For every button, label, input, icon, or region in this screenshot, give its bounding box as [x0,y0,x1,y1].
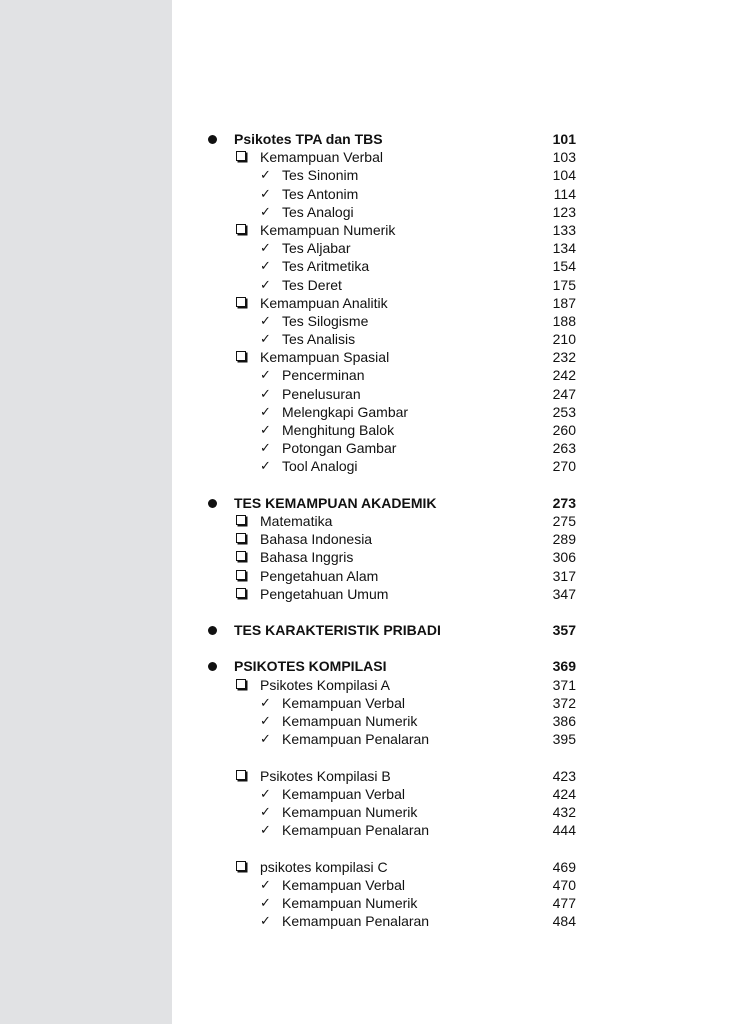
toc-page-number: 371 [552,676,576,693]
toc-page-number: 347 [552,585,576,602]
toc-entry-check[interactable] [172,803,751,821]
checkmark-icon: ✓ [260,713,271,728]
toc-page-number: 114 [553,185,576,202]
toc-page-number: 477 [552,894,576,911]
checkmark-icon: ✓ [260,785,271,801]
checkmark-icon: ✓ [260,203,271,219]
toc-entry-title: Kemampuan Numerik [260,221,396,238]
checkmark-icon: ✓ [260,167,271,183]
toc-entry-check[interactable] [172,421,751,439]
checkmark-icon: ✓ [260,458,271,474]
checkmark-icon: ✓ [260,258,271,274]
checkbox-square-icon [236,533,246,543]
toc-entry-check[interactable] [172,166,751,184]
checkbox-square-icon [236,151,246,161]
toc-entry-check[interactable] [172,694,751,712]
toc-page-number: 484 [552,913,576,930]
toc-entry-title: Kemampuan Verbal [260,149,383,166]
checkmark-icon: ✓ [260,731,271,747]
toc-spacer [172,476,751,494]
toc-entry-title: Kemampuan Verbal [282,785,405,802]
toc-page-number: 275 [552,512,576,529]
toc-entry-check[interactable] [172,712,751,730]
toc-page-number: 270 [552,458,576,475]
toc-entry-title: Matematika [260,512,333,529]
toc-page-number: 444 [552,822,576,839]
toc-page-number: 424 [552,785,576,802]
toc-entry-title: TES KEMAMPUAN AKADEMIK [234,494,437,511]
checkmark-icon: ✓ [260,367,271,383]
toc-page-number: 247 [552,385,576,402]
checkmark-icon: ✓ [260,822,271,838]
toc-entry-check[interactable] [172,912,751,930]
toc-entry-check[interactable] [172,403,751,421]
toc-page-number: 123 [552,203,576,220]
toc-entry-box[interactable] [172,676,751,694]
toc-entry-check[interactable] [172,457,751,475]
toc-entry-title: Psikotes Kompilasi B [260,767,391,784]
toc-entry-title: Tes Antonim [282,185,359,202]
toc-entry-bullet[interactable] [172,130,751,148]
toc-entry-title: Tes Sinonim [282,167,359,184]
toc-entry-box[interactable] [172,148,751,166]
toc-entry-check[interactable] [172,257,751,275]
toc-entry-title: Tes Analisis [282,331,356,348]
toc-entry-title: PSIKOTES KOMPILASI [234,658,387,675]
checkbox-square-icon [236,551,246,561]
checkbox-square-icon [236,515,246,525]
toc-entry-box[interactable] [172,548,751,566]
toc-entry-check[interactable] [172,185,751,203]
toc-page-number: 134 [552,240,576,257]
toc-page-number: 357 [552,622,576,639]
toc-entry-title: Tes Silogisme [282,312,369,329]
toc-page-number: 423 [552,767,576,784]
toc-page-number: 187 [552,294,576,311]
toc-entry-check[interactable] [172,366,751,384]
checkmark-icon: ✓ [260,694,271,710]
toc-entry-check[interactable] [172,330,751,348]
toc-entry-title: Melengkapi Gambar [282,403,409,420]
bullet-icon [208,662,217,671]
checkbox-square-icon [236,770,246,780]
toc-entry-title: Kemampuan Verbal [282,876,405,893]
toc-page-number: 386 [552,713,576,729]
toc-page-number: 133 [552,221,576,238]
checkmark-icon: ✓ [260,422,271,437]
toc-entry-box[interactable] [172,767,751,785]
toc-entry-title: psikotes kompilasi C [260,858,388,875]
toc-page-number: 175 [552,276,576,293]
toc-page-number: 317 [552,567,576,584]
toc-page-number: 263 [552,440,576,457]
toc-entry-title: Bahasa Indonesia [260,531,373,548]
toc-entry-check[interactable] [172,439,751,457]
checkmark-icon: ✓ [260,240,271,256]
checkmark-icon: ✓ [260,331,271,347]
toc-entry-title: Kemampuan Penalaran [282,913,430,930]
toc-page-number: 104 [552,167,576,184]
toc-entry-title: Tool Analogi [282,458,358,475]
toc-entry-check[interactable] [172,239,751,257]
toc-entry-check[interactable] [172,821,751,839]
toc-page-number: 289 [552,531,576,548]
toc-entry-title: Tes Aljabar [282,240,351,257]
toc-entry-check[interactable] [172,312,751,330]
toc-page-number: 432 [552,803,576,820]
toc-entry-box[interactable] [172,348,751,366]
checkmark-icon: ✓ [260,276,271,292]
toc-entry-box[interactable] [172,294,751,312]
toc-entry-title: Pengetahuan Alam [260,567,379,584]
toc-entry-title: Kemampuan Numerik [282,894,418,911]
checkbox-square-icon [236,351,246,361]
toc-page-number: 103 [552,149,576,166]
toc-page-number: 395 [552,731,576,748]
toc-page-number: 253 [552,403,576,420]
checkbox-square-icon [236,861,246,871]
toc-spacer [172,603,751,621]
toc-entry-check[interactable] [172,203,751,221]
toc-page-number: 101 [552,131,576,147]
toc-entry-title: Penelusuran [282,385,361,402]
toc-page-number: 242 [552,367,576,384]
toc-entry-bullet[interactable] [172,657,751,675]
checkmark-icon: ✓ [260,913,271,929]
toc-entry-title: Psikotes TPA dan TBS [234,131,383,147]
toc-spacer [172,748,751,766]
toc-entry-title: Tes Aritmetika [282,258,370,275]
checkmark-icon: ✓ [260,312,271,328]
toc-spacer [172,639,751,657]
toc-entry-box[interactable] [172,512,751,530]
toc-entry-title: Kemampuan Penalaran [282,731,430,748]
toc-entry-check[interactable] [172,276,751,294]
toc-entry-title: Kemampuan Numerik [282,713,418,729]
checkbox-square-icon [236,570,246,580]
toc-entry-box[interactable] [172,585,751,603]
toc-page-number: 260 [552,422,576,438]
toc-page-number: 369 [552,658,576,675]
toc-page-number: 470 [552,876,576,893]
toc-page-number: 232 [552,349,576,366]
toc-page-number: 210 [552,331,576,348]
toc-entry-box[interactable] [172,567,751,585]
table-of-contents [172,130,751,930]
checkbox-square-icon [236,297,246,307]
bullet-icon [208,499,217,508]
toc-entry-box[interactable] [172,530,751,548]
toc-entry-check[interactable] [172,894,751,912]
toc-entry-title: Tes Deret [282,276,342,293]
toc-entry-bullet[interactable] [172,621,751,639]
toc-entry-title: Kemampuan Verbal [282,694,405,711]
toc-entry-title: Tes Analogi [282,203,354,220]
toc-page-number: 469 [552,858,576,875]
toc-entry-title: Kemampuan Penalaran [282,822,430,839]
toc-entry-box[interactable] [172,221,751,239]
toc-entry-title: Menghitung Balok [282,422,395,438]
toc-entry-title: Kemampuan Analitik [260,294,388,311]
toc-entry-title: Psikotes Kompilasi A [260,676,390,693]
toc-page-number: 306 [552,549,576,566]
document-page [172,0,751,1024]
toc-entry-check[interactable] [172,385,751,403]
toc-page-number: 372 [552,694,576,711]
toc-entry-title: Pencerminan [282,367,365,384]
checkmark-icon: ✓ [260,894,271,910]
toc-spacer [172,839,751,857]
toc-entry-title: Bahasa Inggris [260,549,354,566]
toc-entry-check[interactable] [172,785,751,803]
page-margin-band [0,0,172,1024]
toc-page-number: 154 [552,258,576,275]
toc-entry-title: Pengetahuan Umum [260,585,389,602]
checkmark-icon: ✓ [260,876,271,892]
toc-entry-title: Potongan Gambar [282,440,397,457]
checkmark-icon: ✓ [260,803,271,819]
bullet-icon [208,135,217,144]
toc-entry-check[interactable] [172,730,751,748]
toc-entry-box[interactable] [172,858,751,876]
toc-entry-check[interactable] [172,876,751,894]
toc-entry-title: TES KARAKTERISTIK PRIBADI [234,622,441,639]
checkbox-square-icon [236,224,246,234]
checkbox-square-icon [236,588,246,598]
toc-page-number: 273 [552,494,576,511]
toc-entry-title: Kemampuan Spasial [260,349,390,366]
checkmark-icon: ✓ [260,185,271,201]
toc-entry-bullet[interactable] [172,494,751,512]
checkmark-icon: ✓ [260,385,271,401]
bullet-icon [208,626,217,635]
toc-entry-title: Kemampuan Numerik [282,803,418,820]
checkmark-icon: ✓ [260,440,271,456]
checkmark-icon: ✓ [260,403,271,419]
toc-page-number: 188 [552,312,576,329]
checkbox-square-icon [236,679,246,689]
